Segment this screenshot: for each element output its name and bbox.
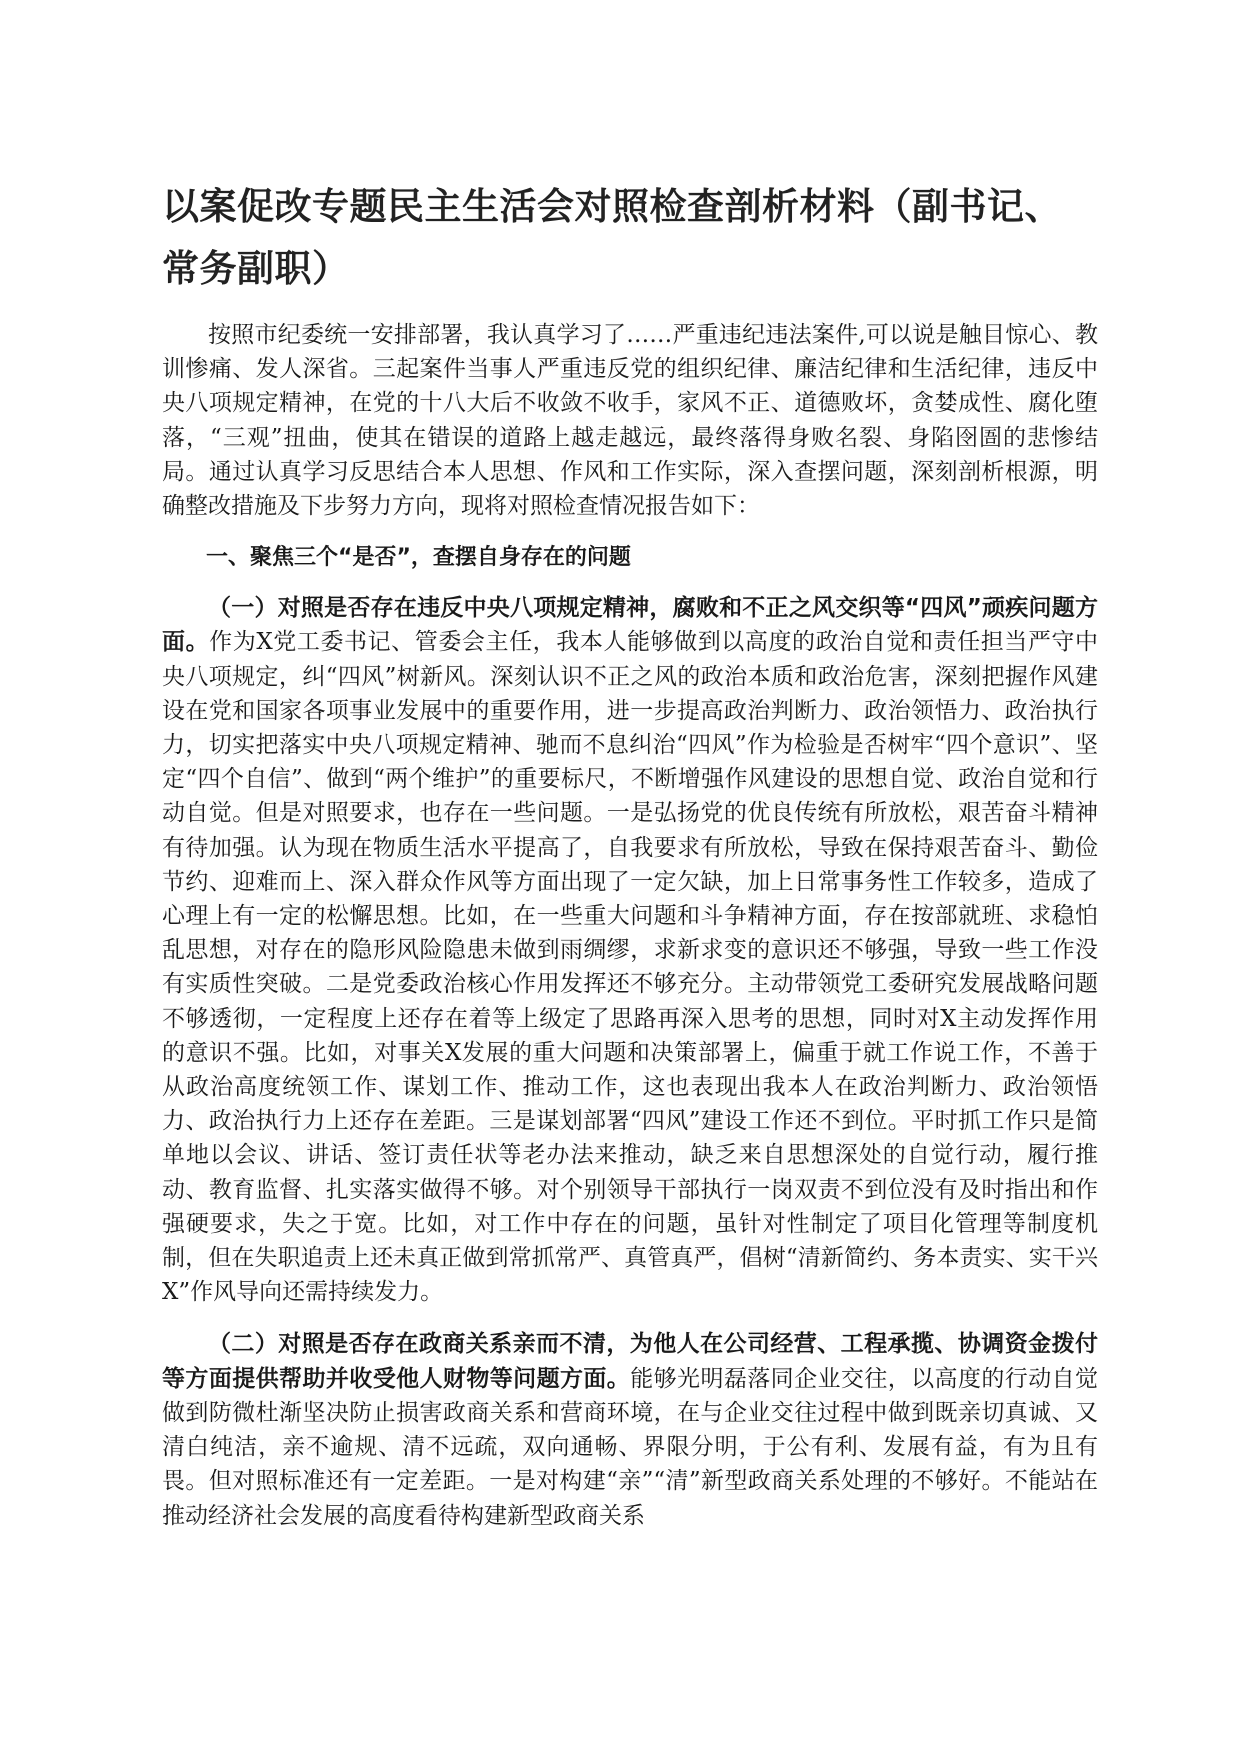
document-title: 以案促改专题民主生活会对照检查剖析材料（副书记、常务副职） xyxy=(162,185,1062,290)
section-item-2 xyxy=(162,1327,1098,1532)
intro-paragraph: 按照市纪委统一安排部署，我认真学习了……严重违纪违法案件,可以说是触目惊心、教训惨痛、发人深省。三起案件当事人严重违反党的组织纪律、廉洁纪律和生活纪律，违反中央八项规定精神，在党的十八大后不收敛不收手，家风不正、道德败坏，贪婪成性、腐化堕落，“三观”扭曲，使其在错误的道路上越走越远，最终落得身败名裂、身陷囹圄的悲惨结局。通过认真学习反思结合本人思想、作风和工作实际，深入查摆问题，深刻剖析根源，明确整改措施及下步努力方向，现将对照检查情况报告如下： xyxy=(162,322,1098,520)
item-2-lead: （二）对照是否存在政商关系亲而不清，为他人在公司经营、工程承揽、协调资金拨付等方面提供帮助并收受他人财物等问题方面。 xyxy=(162,1331,1098,1392)
item-1-lead: （一）对照是否存在违反中央八项规定精神，腐败和不正之风交织等“四风”顽疾问题方面。 xyxy=(162,595,1098,656)
item-2-body: 能够光明磊落同企业交往，以高度的行动自觉做到防微杜渐坚决防止损害政商关系和营商环境，在与企业交往过程中做到既亲切真诚、又清白纯洁，亲不逾规、清不远疏，双向通畅、界限分明，于公有利、发展有益，有为且有畏。但对照标准还有一定差距。一是对构建“亲”“清”新型政商关系处理的不够好。不能站在推动经济社会发展的高度看待构建新型政商关系 xyxy=(162,1365,1099,1529)
item-1-body: 作为X党工委书记、管委会主任，我本人能够做到以高度的政治自觉和责任担当严守中央八项规定，纠“四风”树新风。深刻认识不正之风的政治本质和政治危害，深刻把握作风建设在党和国家各项事业发展中的重要作用，进一步提高政治判断力、政治领悟力、政治执行力，切实把落实中央八项规定精神、驰而不息纠治“四风”作为检验是否树牢“四个意识”、坚定“四个自信”、做到“两个维护”的重要标尺，不断增强作风建设的思想自觉、政治自觉和行动自觉。但是对照要求，也存在一些问题。一是弘扬党的优良传统有所放松，艰苦奋斗精神有待加强。认为现在物质生活水平提高了，自我要求有所放松，导致在保持艰苦奋斗、勤俭节约、迎难而上、深入群众作风等方面出现了一定欠缺，加上日常事务性工作较多，造成了心理上有一定的松懈思想。比如，在一些重大问题和斗争精神方面，存在按部就班、求稳怕乱思想，对存在的隐形风险隐患未做到雨绸缪，求新求变的意识还不够强，导致一些工作没有实质性突破。二是党委政治核心作用发挥还不够充分。主动带领党工委研究发展战略问题不够透彻，一定程度上还存在着等上级定了思路再深入思考的思想，同时对X主动发挥作用的意识不强。比如，对事关X发展的重大问题和决策部署上，偏重于就工作说工作，不善于从政治高度统领工作、谋划工作、推动工作，这也表现出我本人在政治判断力、政治领悟力、政治执行力上还存在差距。三是谋划部署“四风”建设工作还不到位。平时抓工作只是简单地以会议、讲话、签订责任状等老办法来推动，缺乏来自思想深处的自觉行动，履行推动、教育监督、扎实落实做得不够。对个别领导干部执行一岗双责不到位没有及时指出和作强硬要求，失之于宽。比如，对工作中存在的问题，虽针对性制定了项目化管理等制度机制，但在失职追责上还未真正做到常抓常严、真管真严，倡树“清新简约、务本责实、实干兴X”作风导向还需持续发力。 xyxy=(162,629,1099,1306)
section-item-1 xyxy=(162,591,1098,1309)
section-heading: 一、聚焦三个“是否”，查摆自身存在的问题 xyxy=(206,545,631,571)
document-page xyxy=(162,176,1098,1551)
